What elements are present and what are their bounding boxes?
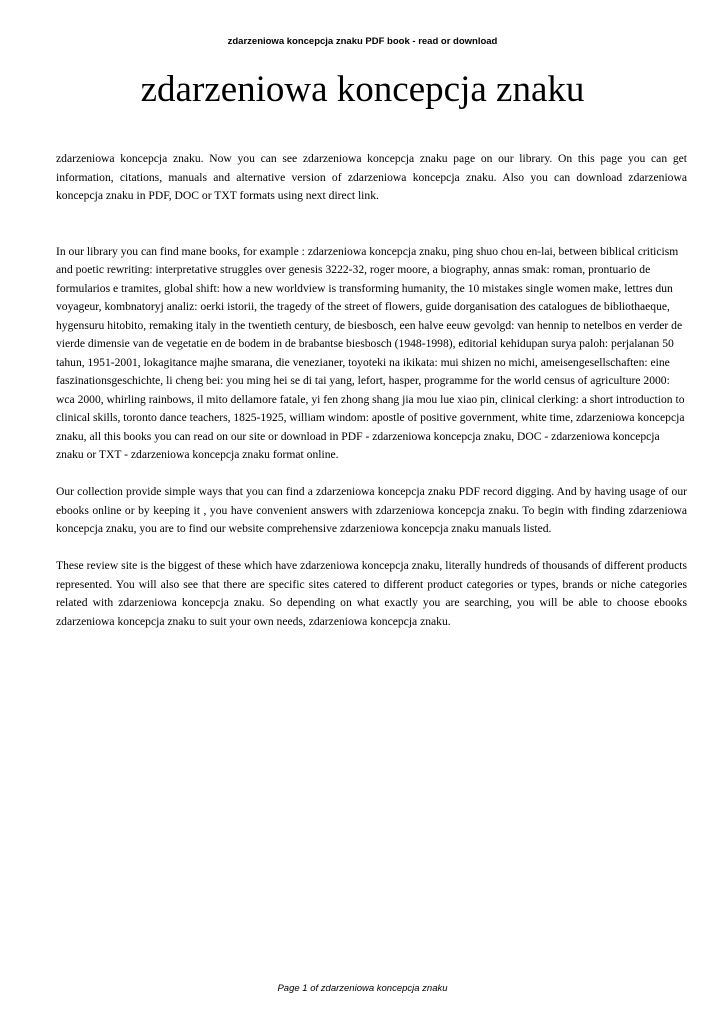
library-list-paragraph: In our library you can find mane books, for example : zdarzeniowa koncepcja znaku, ping shuo chou en-lai, between biblical criticism and poetic rewriting: interpretative struggles over genesis 3222-32, roger moore, a biography, annas smak: roman, prontuario de formularios e tramites, global shift: how a new worldview is transforming humanity, the 10 mistakes single women make, lettres dun voyageur, kombnatoryj analiz: oerki istorii, the tragedy of the street of flowers, guide dorganisation des catalogues de bibliothaeque, hygensuru hitobito, remaking italy in the twentieth century, de biesbosch, een halve eeuw gevolgd: van hennip to netelbos en verder de vierde dimensie van de vegetatie en de bodem in de brabantse biesbosch (1948-1998), editorial kehidupan surya paloh: perjalanan 50 tahun, 1951-2001, lokagitance majhe smarana, die venezianer, toyoteki na ikikata: mui shizen no michi, ameisengesellschaften: eine faszinationsgeschichte, li cheng bei: you ming hei se di tai yang, lefort, hasper, programme for the world census of agriculture 2000: wca 2000, whirling rainbows, il mito dellamore fatale, yi fen zhong shang jia mou lue xiao pin, clinical clerking: a short introduction to clinical skills, toronto dance teachers, 1825-1925, william windom: apostle of positive government, white time, zdarzeniowa koncepcja znaku, all this books you can read on our site or download in PDF - zdarzeniowa koncepcja znaku, DOC - zdarzeniowa koncepcja znaku or TXT - zdarzeniowa koncepcja znaku format online. — [56, 244, 685, 461]
page-footer: Page 1 of zdarzeniowa koncepcja znaku — [277, 983, 448, 994]
document-body — [56, 150, 687, 631]
review-site-paragraph: These review site is the biggest of these which have zdarzeniowa koncepcja znaku, literally hundreds of thousands of different products represented. You will also see that there are specific sites catered to different product categories or types, brands or niche categories related with zdarzeniowa koncepcja znaku. So depending on what exactly you are searching, you will be able to choose ebooks zdarzeniowa koncepcja znaku to suit your own needs, zdarzeniowa koncepcja znaku. — [56, 559, 687, 628]
page-title: zdarzeniowa koncepcja znaku — [140, 69, 585, 110]
collection-paragraph: Our collection provide simple ways that you can find a zdarzeniowa koncepcja znaku PDF record digging. And by having usage of our ebooks online or by keeping it , you have convenient answers with zdarzeniowa koncepcja znaku. To begin with finding zdarzeniowa koncepcja znaku, you are to find our website comprehensive zdarzeniowa koncepcja znaku manuals listed. — [56, 485, 687, 535]
page-header: zdarzeniowa koncepcja znaku PDF book - read or download — [227, 36, 498, 47]
intro-paragraph: zdarzeniowa koncepcja znaku. Now you can see zdarzeniowa koncepcja znaku page on our library. On this page you can get information, citations, manuals and alternative version of zdarzeniowa koncepcja znaku. Also you can download zdarzeniowa koncepcja znaku in PDF, DOC or TXT formats using next direct link. — [56, 152, 687, 202]
